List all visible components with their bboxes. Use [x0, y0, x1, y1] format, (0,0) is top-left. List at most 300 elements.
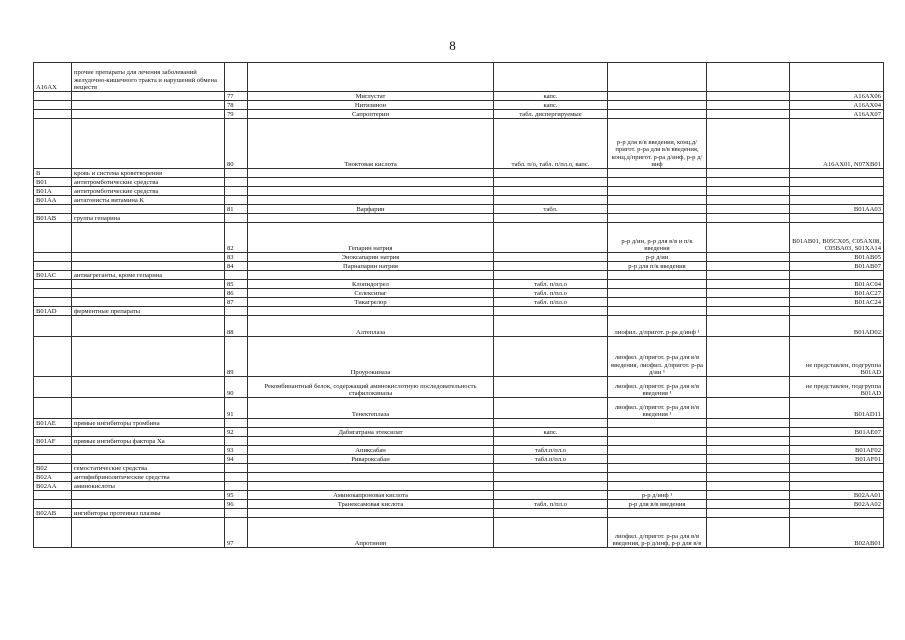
- row-number: 78: [225, 101, 248, 110]
- atc-group-code: [34, 428, 72, 437]
- dosage-form: табл. диспергируемые: [494, 110, 608, 119]
- atc-code: B01AF02: [790, 446, 884, 455]
- dosage-form: капс.: [494, 428, 608, 437]
- group-name: антитромботические средства: [72, 187, 225, 196]
- group-name: [72, 280, 225, 289]
- atc-code: B01AD02: [790, 316, 884, 337]
- drug-name: [248, 178, 494, 187]
- row-number: 92: [225, 428, 248, 437]
- drug-name: [248, 271, 494, 280]
- blank-cell: [707, 262, 790, 271]
- route-form: [608, 446, 707, 455]
- table-body: [34, 63, 884, 548]
- blank-cell: [707, 196, 790, 205]
- drug-name: Тиоктовая кислота: [248, 119, 494, 169]
- atc-group-code: [34, 337, 72, 377]
- row-number: 77: [225, 92, 248, 101]
- row-number: [225, 214, 248, 223]
- dosage-form: [494, 253, 608, 262]
- dosage-form: табл. п/пл.о: [494, 289, 608, 298]
- atc-code: B01AB07: [790, 262, 884, 271]
- group-name: [72, 446, 225, 455]
- atc-group-code: [34, 377, 72, 398]
- group-name: аминокислоты: [72, 482, 225, 491]
- table-row: [34, 92, 884, 101]
- drug-name: [248, 307, 494, 316]
- dosage-form: [494, 377, 608, 398]
- table-row: [34, 428, 884, 437]
- row-number: 90: [225, 377, 248, 398]
- group-name: [72, 262, 225, 271]
- dosage-form: табл. п/пл.о: [494, 298, 608, 307]
- row-number: 86: [225, 289, 248, 298]
- group-name: антифибринолитические средства: [72, 473, 225, 482]
- table-row: [34, 63, 884, 92]
- blank-cell: [707, 101, 790, 110]
- dosage-form: [494, 316, 608, 337]
- table-row: [34, 446, 884, 455]
- atc-group-code: [34, 280, 72, 289]
- atc-group-code: [34, 110, 72, 119]
- group-name: прочие препараты для лечения заболеваний желудочно-кишечного тракта и нарушений обмена веществ: [72, 63, 225, 92]
- route-form: лиофил. д/пригот. р-ра для в/в введения ¹: [608, 377, 707, 398]
- drug-name: [248, 419, 494, 428]
- drug-name: Тикагрелор: [248, 298, 494, 307]
- group-name: [72, 223, 225, 253]
- dosage-form: табл. п/пл.о: [494, 280, 608, 289]
- drug-name: [248, 187, 494, 196]
- route-form: р-р для в/в введения, конц.д/пригот. р-ра для в/в введения, конц.д/пригот. р-ра д/инф, р-р д/инф: [608, 119, 707, 169]
- row-number: 89: [225, 337, 248, 377]
- group-name: [72, 110, 225, 119]
- blank-cell: [707, 419, 790, 428]
- atc-group-code: [34, 518, 72, 548]
- route-form: [608, 437, 707, 446]
- dosage-form: капс.: [494, 92, 608, 101]
- drug-name: [248, 63, 494, 92]
- dosage-form: табл. п/пл.о: [494, 500, 608, 509]
- atc-code: [790, 178, 884, 187]
- table-row: [34, 473, 884, 482]
- drug-name: Ривароксабан: [248, 455, 494, 464]
- atc-code: B02AA01: [790, 491, 884, 500]
- atc-code: B01AB01, B05CX05, C05AX08, C05BA03, S01XA14: [790, 223, 884, 253]
- blank-cell: [707, 491, 790, 500]
- drug-name: Апротинин: [248, 518, 494, 548]
- route-form: [608, 92, 707, 101]
- table-row: [34, 214, 884, 223]
- atc-group-code: B: [34, 169, 72, 178]
- table-row: [34, 398, 884, 419]
- group-name: антагонисты витамина К: [72, 196, 225, 205]
- dosage-form: [494, 509, 608, 518]
- route-form: [608, 464, 707, 473]
- blank-cell: [707, 92, 790, 101]
- row-number: 94: [225, 455, 248, 464]
- dosage-form: [494, 437, 608, 446]
- route-form: лиофил. д/пригот. р-ра для в/в введения, лиофил. д/пригот. р-ра д/ин ¹: [608, 337, 707, 377]
- dosage-form: табл.п/пл.о: [494, 455, 608, 464]
- route-form: [608, 455, 707, 464]
- row-number: 91: [225, 398, 248, 419]
- drug-name: [248, 482, 494, 491]
- drug-name: Клопидогрел: [248, 280, 494, 289]
- dosage-form: [494, 196, 608, 205]
- table-row: [34, 205, 884, 214]
- route-form: лиофил. д/пригот. р-ра для в/в введения ¹: [608, 398, 707, 419]
- dosage-form: [494, 337, 608, 377]
- blank-cell: [707, 119, 790, 169]
- atc-code: A16AX07: [790, 110, 884, 119]
- route-form: р-р д/инф ¹: [608, 491, 707, 500]
- blank-cell: [707, 337, 790, 377]
- row-number: 95: [225, 491, 248, 500]
- group-name: [72, 316, 225, 337]
- drug-name: Селексипаг: [248, 289, 494, 298]
- blank-cell: [707, 178, 790, 187]
- dosage-form: капс.: [494, 101, 608, 110]
- drug-name: Парнапарин натрия: [248, 262, 494, 271]
- group-name: [72, 101, 225, 110]
- atc-code: A16AX01, N07XB01: [790, 119, 884, 169]
- dosage-form: табл.п/пл.о: [494, 446, 608, 455]
- group-name: [72, 491, 225, 500]
- atc-code: [790, 437, 884, 446]
- dosage-form: табл.: [494, 205, 608, 214]
- table-row: [34, 316, 884, 337]
- table-row: [34, 110, 884, 119]
- dosage-form: [494, 169, 608, 178]
- row-number: 79: [225, 110, 248, 119]
- atc-group-code: B02AA: [34, 482, 72, 491]
- row-number: [225, 63, 248, 92]
- blank-cell: [707, 307, 790, 316]
- group-name: антитромботические средства: [72, 178, 225, 187]
- blank-cell: [707, 169, 790, 178]
- group-name: [72, 253, 225, 262]
- blank-cell: [707, 518, 790, 548]
- group-name: гемостатические средства: [72, 464, 225, 473]
- route-form: р-р д/ин, р-р для в/в и п/к введения: [608, 223, 707, 253]
- route-form: лиофил. д/пригот. р-ра д/инф ¹: [608, 316, 707, 337]
- atc-group-code: [34, 298, 72, 307]
- blank-cell: [707, 482, 790, 491]
- atc-code: [790, 482, 884, 491]
- dosage-form: [494, 63, 608, 92]
- route-form: [608, 428, 707, 437]
- blank-cell: [707, 205, 790, 214]
- atc-group-code: [34, 500, 72, 509]
- table-row: [34, 289, 884, 298]
- atc-group-code: B02AB: [34, 509, 72, 518]
- table-row: [34, 455, 884, 464]
- route-form: [608, 509, 707, 518]
- route-form: [608, 482, 707, 491]
- dosage-form: [494, 187, 608, 196]
- blank-cell: [707, 223, 790, 253]
- row-number: [225, 482, 248, 491]
- drug-name: Апиксабан: [248, 446, 494, 455]
- table-row: [34, 187, 884, 196]
- blank-cell: [707, 187, 790, 196]
- atc-group-code: B02A: [34, 473, 72, 482]
- dosage-form: [494, 178, 608, 187]
- table-row: [34, 280, 884, 289]
- dosage-form: [494, 271, 608, 280]
- atc-code: B01AD11: [790, 398, 884, 419]
- table-row: [34, 253, 884, 262]
- drug-name: Алтеплаза: [248, 316, 494, 337]
- atc-group-code: [34, 446, 72, 455]
- route-form: [608, 205, 707, 214]
- atc-code: [790, 214, 884, 223]
- dosage-form: [494, 473, 608, 482]
- row-number: [225, 464, 248, 473]
- dosage-form: [494, 307, 608, 316]
- blank-cell: [707, 316, 790, 337]
- group-name: [72, 205, 225, 214]
- page-number: 8: [449, 38, 456, 53]
- row-number: 87: [225, 298, 248, 307]
- atc-code: B01AC24: [790, 298, 884, 307]
- table-row: [34, 491, 884, 500]
- atc-code: не представлен, подгруппа B01AD: [790, 377, 884, 398]
- drug-name: [248, 214, 494, 223]
- route-form: [608, 419, 707, 428]
- table-row: [34, 307, 884, 316]
- blank-cell: [707, 455, 790, 464]
- route-form: [608, 289, 707, 298]
- table-row: [34, 101, 884, 110]
- blank-cell: [707, 398, 790, 419]
- row-number: [225, 169, 248, 178]
- group-name: прямые ингибиторы фактора Xa: [72, 437, 225, 446]
- drug-name: Проурокиназа: [248, 337, 494, 377]
- blank-cell: [707, 110, 790, 119]
- row-number: [225, 419, 248, 428]
- blank-cell: [707, 509, 790, 518]
- row-number: [225, 178, 248, 187]
- group-name: [72, 119, 225, 169]
- group-name: [72, 289, 225, 298]
- atc-code: B01AA03: [790, 205, 884, 214]
- route-form: [608, 214, 707, 223]
- blank-cell: [707, 473, 790, 482]
- dosage-form: [494, 482, 608, 491]
- dosage-form: [494, 223, 608, 253]
- drug-name: Сапроптерин: [248, 110, 494, 119]
- route-form: [608, 101, 707, 110]
- route-form: [608, 169, 707, 178]
- dosage-form: [494, 398, 608, 419]
- atc-code: [790, 473, 884, 482]
- group-name: группа гепарина: [72, 214, 225, 223]
- group-name: ферментные препараты: [72, 307, 225, 316]
- route-form: [608, 63, 707, 92]
- table-row: [34, 377, 884, 398]
- drug-name: Дабигатрана этексилат: [248, 428, 494, 437]
- blank-cell: [707, 280, 790, 289]
- table-row: [34, 169, 884, 178]
- atc-code: [790, 509, 884, 518]
- row-number: [225, 473, 248, 482]
- row-number: 85: [225, 280, 248, 289]
- drug-name: Аминокапроновая кислота: [248, 491, 494, 500]
- table-row: [34, 196, 884, 205]
- atc-group-code: [34, 223, 72, 253]
- atc-group-code: [34, 398, 72, 419]
- dosage-form: табл. п/о, табл. п/пл.о, капс.: [494, 119, 608, 169]
- table-row: [34, 482, 884, 491]
- atc-group-code: [34, 205, 72, 214]
- route-form: [608, 187, 707, 196]
- blank-cell: [707, 289, 790, 298]
- atc-group-code: B01A: [34, 187, 72, 196]
- row-number: [225, 271, 248, 280]
- drug-name: Транексамовая кислота: [248, 500, 494, 509]
- group-name: [72, 500, 225, 509]
- atc-group-code: B01: [34, 178, 72, 187]
- drug-name: Варфарин: [248, 205, 494, 214]
- drug-name: Нитизинон: [248, 101, 494, 110]
- route-form: [608, 271, 707, 280]
- dosage-form: [494, 518, 608, 548]
- atc-code: не представлен, подгруппа B01AD: [790, 337, 884, 377]
- table-row: [34, 271, 884, 280]
- atc-group-code: A16AX: [34, 63, 72, 92]
- group-name: [72, 398, 225, 419]
- drug-name: [248, 437, 494, 446]
- dosage-form: [494, 262, 608, 271]
- group-name: [72, 377, 225, 398]
- atc-group-code: [34, 316, 72, 337]
- atc-code: B01AC04: [790, 280, 884, 289]
- table-row: [34, 464, 884, 473]
- dosage-form: [494, 464, 608, 473]
- route-form: [608, 178, 707, 187]
- row-number: [225, 307, 248, 316]
- route-form: р-р для п/к введения: [608, 262, 707, 271]
- atc-code: A16AX06: [790, 92, 884, 101]
- atc-group-code: [34, 289, 72, 298]
- drug-name: Рекомбинантный белок, содержащий аминокислотную последовательность стафилокиназы: [248, 377, 494, 398]
- atc-code: [790, 196, 884, 205]
- atc-group-code: [34, 262, 72, 271]
- dosage-form: [494, 491, 608, 500]
- blank-cell: [707, 63, 790, 92]
- route-form: [608, 298, 707, 307]
- atc-group-code: B01AD: [34, 307, 72, 316]
- atc-group-code: [34, 253, 72, 262]
- table-row: [34, 419, 884, 428]
- atc-code: B02AB01: [790, 518, 884, 548]
- group-name: [72, 518, 225, 548]
- row-number: 83: [225, 253, 248, 262]
- row-number: [225, 196, 248, 205]
- atc-group-code: [34, 119, 72, 169]
- atc-code: [790, 271, 884, 280]
- drug-name: [248, 169, 494, 178]
- atc-group-code: B01AC: [34, 271, 72, 280]
- atc-group-code: B01AE: [34, 419, 72, 428]
- atc-group-code: [34, 92, 72, 101]
- atc-group-code: [34, 455, 72, 464]
- atc-code: B01AB05: [790, 253, 884, 262]
- blank-cell: [707, 253, 790, 262]
- group-name: [72, 455, 225, 464]
- route-form: лиофил. д/пригот. р-ра для в/в введения, р-р д/инф, р-р для в/в: [608, 518, 707, 548]
- atc-group-code: B01AF: [34, 437, 72, 446]
- drug-name: [248, 509, 494, 518]
- drug-name: [248, 464, 494, 473]
- atc-code: B01AF01: [790, 455, 884, 464]
- row-number: [225, 437, 248, 446]
- blank-cell: [707, 298, 790, 307]
- table-row: [34, 178, 884, 187]
- blank-cell: [707, 446, 790, 455]
- atc-code: [790, 307, 884, 316]
- route-form: р-р д/ин: [608, 253, 707, 262]
- blank-cell: [707, 271, 790, 280]
- route-form: [608, 196, 707, 205]
- row-number: [225, 509, 248, 518]
- table-row: [34, 509, 884, 518]
- atc-code: B02AA02: [790, 500, 884, 509]
- row-number: 80: [225, 119, 248, 169]
- atc-code: [790, 419, 884, 428]
- atc-group-code: B01AA: [34, 196, 72, 205]
- group-name: прямые ингибиторы тромбина: [72, 419, 225, 428]
- dosage-form: [494, 419, 608, 428]
- atc-group-code: [34, 101, 72, 110]
- row-number: 88: [225, 316, 248, 337]
- atc-code: B01AE07: [790, 428, 884, 437]
- blank-cell: [707, 428, 790, 437]
- blank-cell: [707, 500, 790, 509]
- group-name: кровь и система кроветворения: [72, 169, 225, 178]
- drug-name: Эноксапарин натрия: [248, 253, 494, 262]
- row-number: 81: [225, 205, 248, 214]
- drug-list-table: [33, 62, 884, 548]
- blank-cell: [707, 437, 790, 446]
- atc-code: [790, 187, 884, 196]
- atc-code: [790, 63, 884, 92]
- route-form: [608, 280, 707, 289]
- group-name: [72, 337, 225, 377]
- row-number: 96: [225, 500, 248, 509]
- atc-code: B01AC27: [790, 289, 884, 298]
- table-row: [34, 298, 884, 307]
- group-name: ингибиторы протеиназ плазмы: [72, 509, 225, 518]
- table-row: [34, 119, 884, 169]
- table-row: [34, 223, 884, 253]
- group-name: антиагреганты, кроме гепарина: [72, 271, 225, 280]
- table-row: [34, 500, 884, 509]
- drug-name: [248, 473, 494, 482]
- drug-name: Тенектеплаза: [248, 398, 494, 419]
- dosage-form: [494, 214, 608, 223]
- group-name: [72, 92, 225, 101]
- row-number: 82: [225, 223, 248, 253]
- row-number: 97: [225, 518, 248, 548]
- atc-group-code: B01AB: [34, 214, 72, 223]
- row-number: 93: [225, 446, 248, 455]
- drug-name: Гепарин натрия: [248, 223, 494, 253]
- route-form: р-р для в/в введения: [608, 500, 707, 509]
- table-row: [34, 437, 884, 446]
- group-name: [72, 298, 225, 307]
- route-form: [608, 473, 707, 482]
